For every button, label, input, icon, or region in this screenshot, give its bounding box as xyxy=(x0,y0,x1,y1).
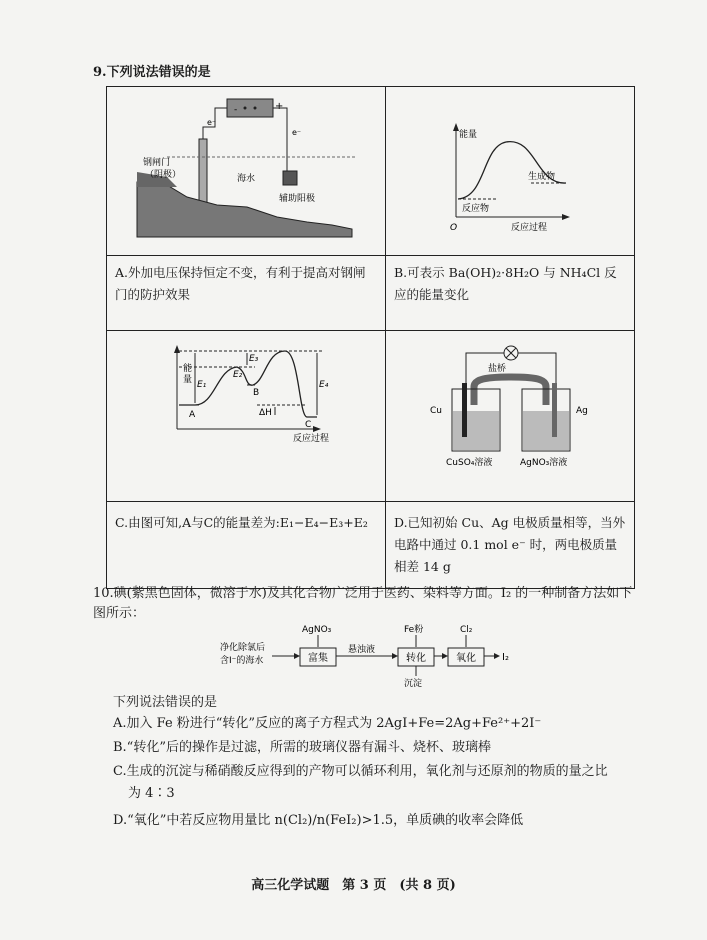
q10-option-b: B.“转化”后的操作是过滤，所需的玻璃仪器有漏斗、烧杯、玻璃棒 xyxy=(113,740,491,755)
e1-label: E₁ xyxy=(197,380,207,390)
product-label: 生成物 xyxy=(528,172,556,182)
q10-option-c: C.生成的沉淀与稀硝酸反应得到的产物可以循环利用，氧化剂与还原剂的物质的量之比 xyxy=(113,764,608,779)
q9-options-table xyxy=(106,86,635,589)
flow-box-enrich: 富集 xyxy=(308,653,328,664)
seawater-label: 海水 xyxy=(237,174,256,184)
plus-sign: + xyxy=(275,101,284,112)
q9-fig-c xyxy=(107,331,386,502)
salt-bridge-label: 盐桥 xyxy=(488,364,507,374)
flow-reagent-cl2: Cl₂ xyxy=(460,625,473,635)
cuso4-label: CuSO₄溶液 xyxy=(446,458,493,468)
q10-option-a: A.加入 Fe 粉进行“转化”反应的离子方程式为 2AgI+Fe=2Ag+Fe²⁺+2I⁻ xyxy=(113,716,542,731)
q9-fig-a xyxy=(107,87,386,256)
y-label-1: 能 xyxy=(183,364,193,374)
q10-block xyxy=(93,584,633,624)
q9-option-a: A.外加电压保持恒定不变，有利于提高对钢闸门的防护效果 xyxy=(107,256,386,331)
q10-option-d: D.“氧化”中若反应物用量比 n(Cl₂)/n(FeI₂)>1.5，单质碘的收率会降低 xyxy=(113,813,524,828)
page-footer: 高三化学试题 第 3 页 (共 8 页) xyxy=(251,878,456,893)
q9-option-c: C.由图可知,A与C的能量差为:E₁−E₄−E₃+E₂ xyxy=(107,502,386,589)
x-axis-label: 反应过程 xyxy=(511,223,548,233)
electron-label-1: e⁻ xyxy=(207,118,217,127)
flow-input-line2: 含I⁻的海水 xyxy=(220,656,264,666)
point-c-label: C xyxy=(305,420,312,430)
q10-sub-stem: 下列说法错误的是 xyxy=(113,695,218,710)
ag-label: Ag xyxy=(576,406,588,416)
gate-label: 钢闸门 xyxy=(143,158,171,168)
reactant-label: 反应物 xyxy=(462,204,490,214)
flow-suspension: 悬浊液 xyxy=(348,645,376,655)
q10-stem: 10.碘(紫黑色固体，微溶于水)及其化合物广泛用于医药、染料等方面。I₂ 的一种制备方法如下图所示： xyxy=(93,586,633,621)
flow-reagent-fe: Fe粉 xyxy=(404,625,424,635)
q9-stem: 9.下列说法错误的是 xyxy=(93,65,211,80)
y-label-2: 量 xyxy=(183,375,193,385)
flow-input-line1: 净化除氯后 xyxy=(220,643,266,653)
cathodic-protection-diagram xyxy=(107,87,385,255)
q10-option-c-cont: 为 4∶3 xyxy=(128,786,175,801)
electron-label-2: e⁻ xyxy=(292,128,302,137)
flow-reagent-agno3: AgNO₃ xyxy=(302,625,332,635)
e4-label: E₄ xyxy=(319,380,329,390)
e2-label: E₂ xyxy=(233,370,243,380)
point-b-label: B xyxy=(253,388,260,398)
y-axis-label: 能量 xyxy=(459,130,478,140)
e3-label: E₃ xyxy=(249,354,259,364)
agno3-label: AgNO₃溶液 xyxy=(520,458,568,468)
flow-precipitate: 沉淀 xyxy=(404,679,423,689)
iodine-process-flowchart xyxy=(220,620,520,690)
x-axis-label-c: 反应过程 xyxy=(293,434,330,444)
flow-box-convert: 转化 xyxy=(406,653,426,664)
galvanic-cell-diagram xyxy=(386,331,634,501)
flow-box-oxidize: 氧化 xyxy=(456,653,476,664)
anode-label: 辅助阳极 xyxy=(279,194,316,204)
flow-product: I₂ xyxy=(502,652,509,663)
energy-profile-c xyxy=(107,331,385,501)
q9-fig-d xyxy=(386,331,635,502)
cu-label: Cu xyxy=(430,406,442,416)
point-a-label: A xyxy=(189,410,196,420)
origin-label: O xyxy=(450,223,458,233)
q9-option-d: D.已知初始 Cu、Ag 电极质量相等，当外电路中通过 0.1 mol e⁻ 时，两电极质量相差 14 g xyxy=(386,502,635,589)
cathode-label: （阴极） xyxy=(145,170,182,180)
delta-h-label: ΔH xyxy=(259,408,272,418)
q9-fig-b xyxy=(386,87,635,256)
energy-profile-b xyxy=(386,87,634,255)
q9-option-b: B.可表示 Ba(OH)₂·8H₂O 与 NH₄Cl 反应的能量变化 xyxy=(386,256,635,331)
minus-sign: - xyxy=(234,105,238,115)
